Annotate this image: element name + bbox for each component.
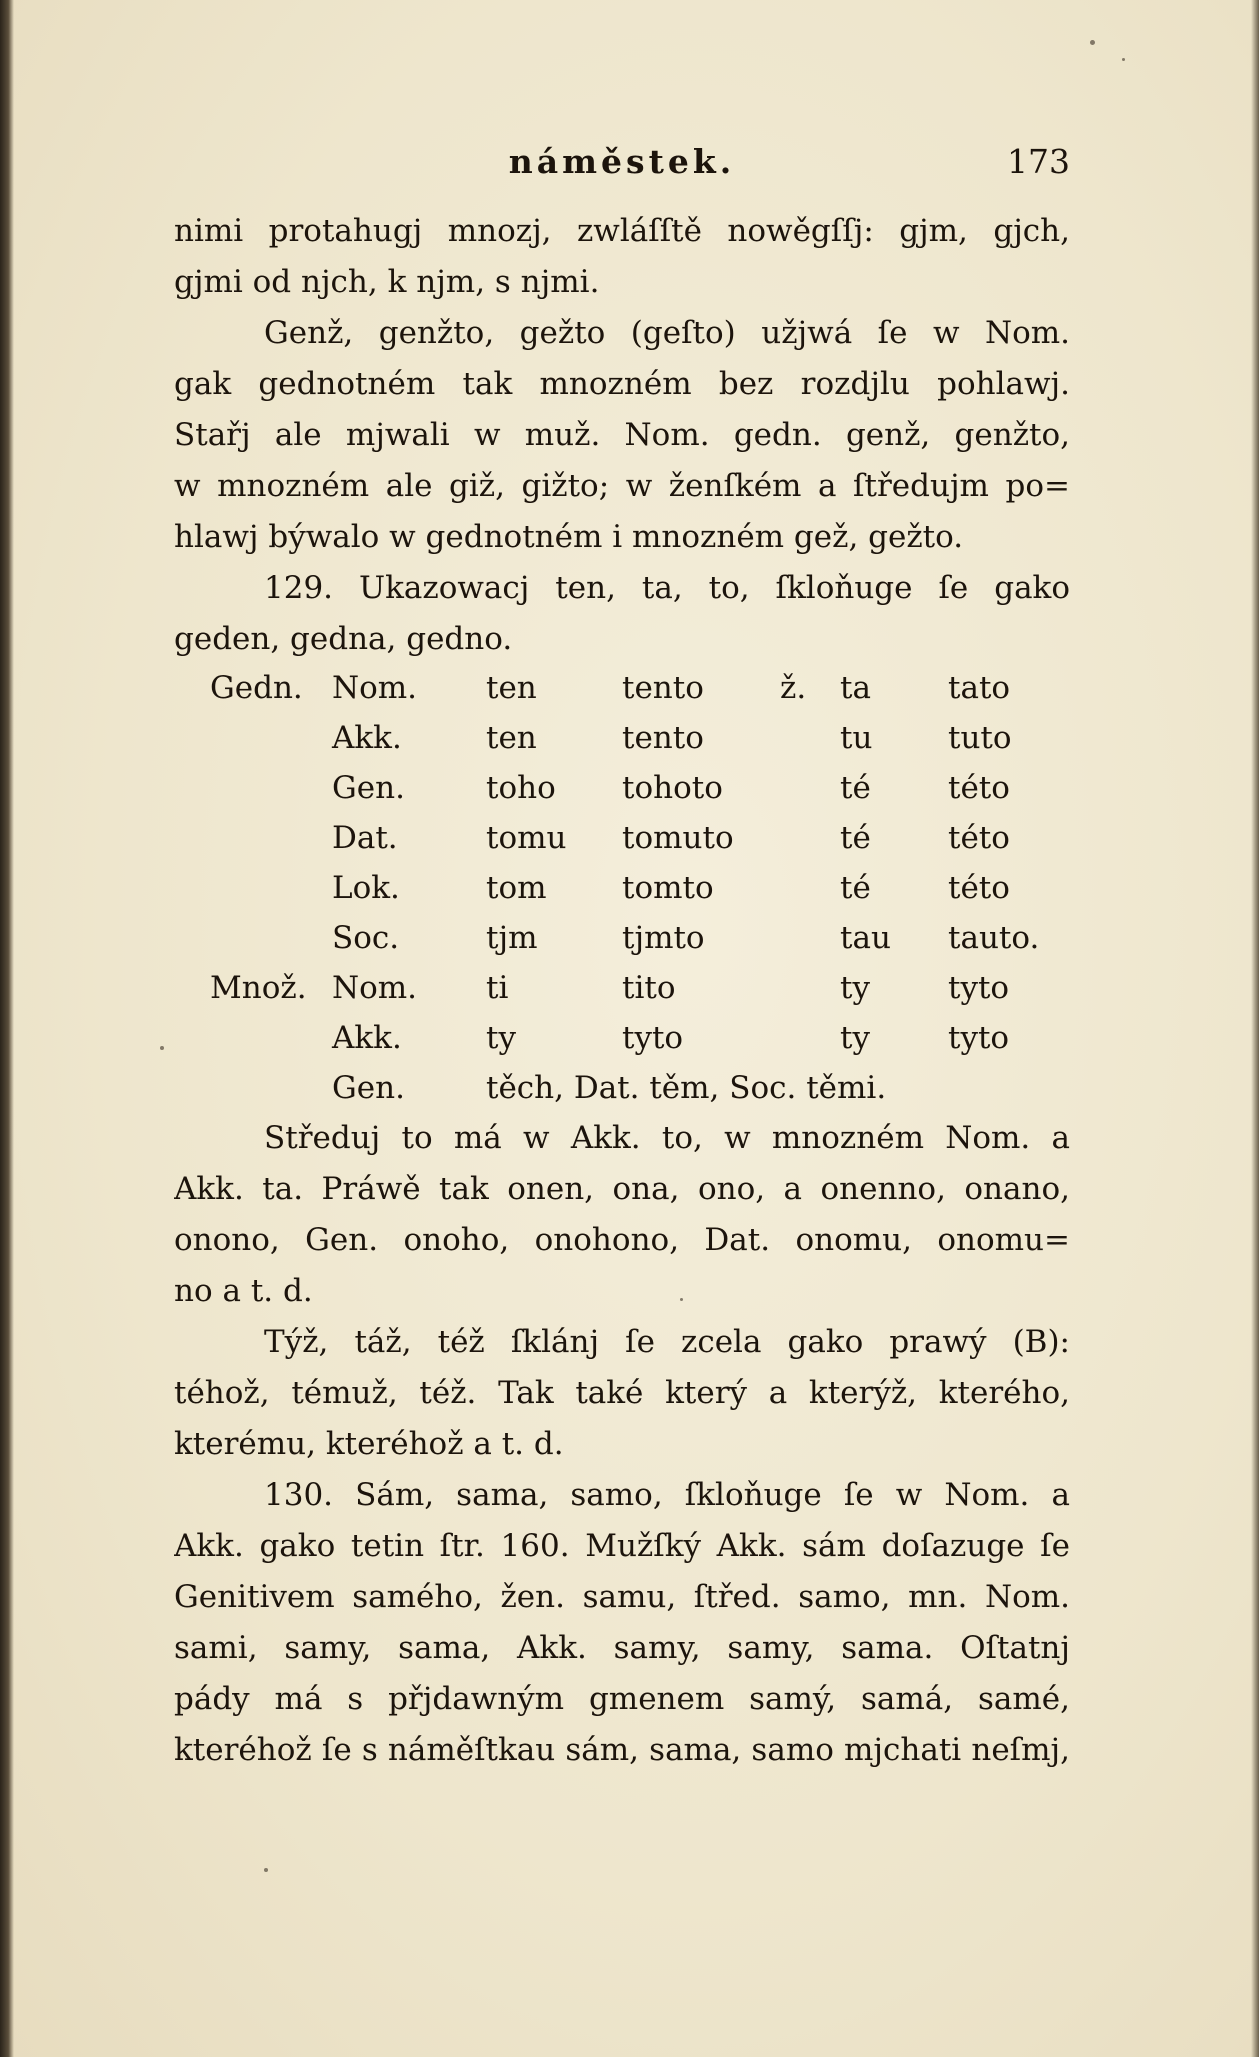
feminine-form: tu — [840, 720, 873, 756]
text-line: kterému, kteréhož a t. d. — [174, 1426, 564, 1462]
declension-row — [174, 913, 1070, 963]
body-paragraphs — [174, 1113, 1070, 1776]
case-label: Nom. — [332, 670, 418, 706]
number-label: Gedn. — [210, 670, 303, 706]
declension-row — [174, 963, 1070, 1013]
text-line: téhož, témuž, též. Tak také který a kterýž, kterého, — [174, 1375, 1070, 1411]
declension-table — [174, 663, 1070, 1113]
declension-row — [174, 813, 1070, 863]
paper-speck — [160, 1046, 164, 1050]
feminine-form-emphatic: tauto. — [948, 920, 1040, 956]
case-label: Akk. — [332, 1020, 402, 1056]
masculine-form: ti — [486, 970, 509, 1006]
feminine-form: ta — [840, 670, 871, 706]
declension-row — [174, 763, 1070, 813]
feminine-form-emphatic: této — [948, 870, 1010, 906]
text-line: hlawj býwalo w gednotném i mnozném gež, gežto. — [174, 519, 964, 555]
masculine-form-emphatic: tohoto — [622, 770, 723, 806]
text-line: Akk. ta. Práwě tak onen, ona, ono, a onenno, onano, — [174, 1171, 1070, 1207]
feminine-form: ty — [840, 1020, 870, 1056]
masculine-form-emphatic: tomuto — [622, 820, 734, 856]
plural-forms-text: těch, Dat. těm, Soc. těmi. — [486, 1070, 887, 1106]
masculine-form: ten — [486, 720, 537, 756]
masculine-form: toho — [486, 770, 556, 806]
masculine-form: tjm — [486, 920, 538, 956]
masculine-form: ty — [486, 1020, 516, 1056]
text-line: Středuj to má w Akk. to, w mnozném Nom. a — [264, 1120, 1070, 1156]
declension-row — [174, 1013, 1070, 1063]
case-label: Gen. — [332, 770, 405, 806]
text-line: gjmi od njch, k njm, s njmi. — [174, 264, 600, 300]
feminine-form: tau — [840, 920, 891, 956]
paper-speck — [680, 1298, 683, 1301]
feminine-form: ty — [840, 970, 870, 1006]
text-line: 130. Sám, sama, samo, ſkloňuge ſe w Nom. a — [264, 1477, 1070, 1513]
case-label: Gen. — [332, 1070, 405, 1106]
page-edge-shadow-right — [1251, 0, 1259, 2057]
text-line: Genž, genžto, gežto (geſto) užjwá ſe w Nom. — [264, 315, 1070, 351]
text-line: Týž, táž, též ſklánj ſe zcela gako prawý (B): — [264, 1324, 1070, 1360]
text-line: onono, Gen. onoho, onohono, Dat. onomu, onomu= — [174, 1222, 1070, 1258]
case-label: Dat. — [332, 820, 398, 856]
masculine-form-emphatic: tyto — [622, 1020, 684, 1056]
masculine-form-emphatic: tento — [622, 720, 704, 756]
text-line: gak gednotném tak mnozném bez rozdjlu pohlawj. — [174, 366, 1070, 402]
masculine-form: ten — [486, 670, 537, 706]
masculine-form: tom — [486, 870, 547, 906]
masculine-form-emphatic: tento — [622, 670, 704, 706]
case-label: Akk. — [332, 720, 402, 756]
text-line: nimi protahugj mnozj, zwláſſtě nowěgſſj: gjm, gjch, — [174, 213, 1070, 249]
text-line: Genitivem samého, žen. samu, ſtřed. samo, mn. Nom. — [174, 1579, 1070, 1615]
text-line: kteréhož ſe s náměſtkau sám, sama, samo mjchati neſmj, — [174, 1732, 1070, 1768]
paper-speck — [264, 1868, 268, 1872]
feminine-form-emphatic: tyto — [948, 1020, 1010, 1056]
gender-label: ž. — [780, 670, 807, 706]
masculine-form-emphatic: tomto — [622, 870, 714, 906]
paper-speck — [1122, 58, 1125, 61]
intro-paragraphs — [174, 206, 1070, 665]
declension-row — [174, 663, 1070, 713]
declension-row — [174, 713, 1070, 763]
feminine-form-emphatic: tyto — [948, 970, 1010, 1006]
text-line: 129. Ukazowacj ten, ta, to, ſkloňuge ſe gako — [264, 570, 1070, 606]
masculine-form-emphatic: tjmto — [622, 920, 705, 956]
page-number: 173 — [1007, 142, 1070, 181]
declension-row — [174, 863, 1070, 913]
feminine-form-emphatic: tuto — [948, 720, 1012, 756]
case-label: Lok. — [332, 870, 400, 906]
declension-row-genitive-plural — [174, 1063, 1070, 1113]
text-line: Stařj ale mjwali w muž. Nom. gedn. genž, genžto, — [174, 417, 1070, 453]
feminine-form: té — [840, 770, 871, 806]
case-label: Soc. — [332, 920, 400, 956]
feminine-form-emphatic: tato — [948, 670, 1011, 706]
running-head — [174, 142, 1070, 190]
text-line: w mnozném ale giž, gižto; w ženſkém a ſtředujm po= — [174, 468, 1070, 504]
text-line: geden, gedna, gedno. — [174, 621, 513, 657]
masculine-form: tomu — [486, 820, 567, 856]
feminine-form-emphatic: této — [948, 820, 1010, 856]
case-label: Nom. — [332, 970, 418, 1006]
feminine-form: té — [840, 870, 871, 906]
feminine-form: té — [840, 820, 871, 856]
running-head-title: náměstek. — [508, 142, 736, 181]
number-label: Množ. — [210, 970, 307, 1006]
text-line: Akk. gako tetin ſtr. 160. Mužſký Akk. sám doſazuge ſe — [174, 1528, 1070, 1564]
feminine-form-emphatic: této — [948, 770, 1010, 806]
text-line: no a t. d. — [174, 1273, 313, 1309]
text-line: pády má s přjdawným gmenem samý, samá, samé, — [174, 1681, 1070, 1717]
masculine-form-emphatic: tito — [622, 970, 676, 1006]
text-line: sami, samy, sama, Akk. samy, samy, sama. Oſtatnj — [174, 1630, 1070, 1666]
page-edge-shadow-left — [0, 0, 14, 2057]
paper-speck — [1090, 40, 1095, 45]
